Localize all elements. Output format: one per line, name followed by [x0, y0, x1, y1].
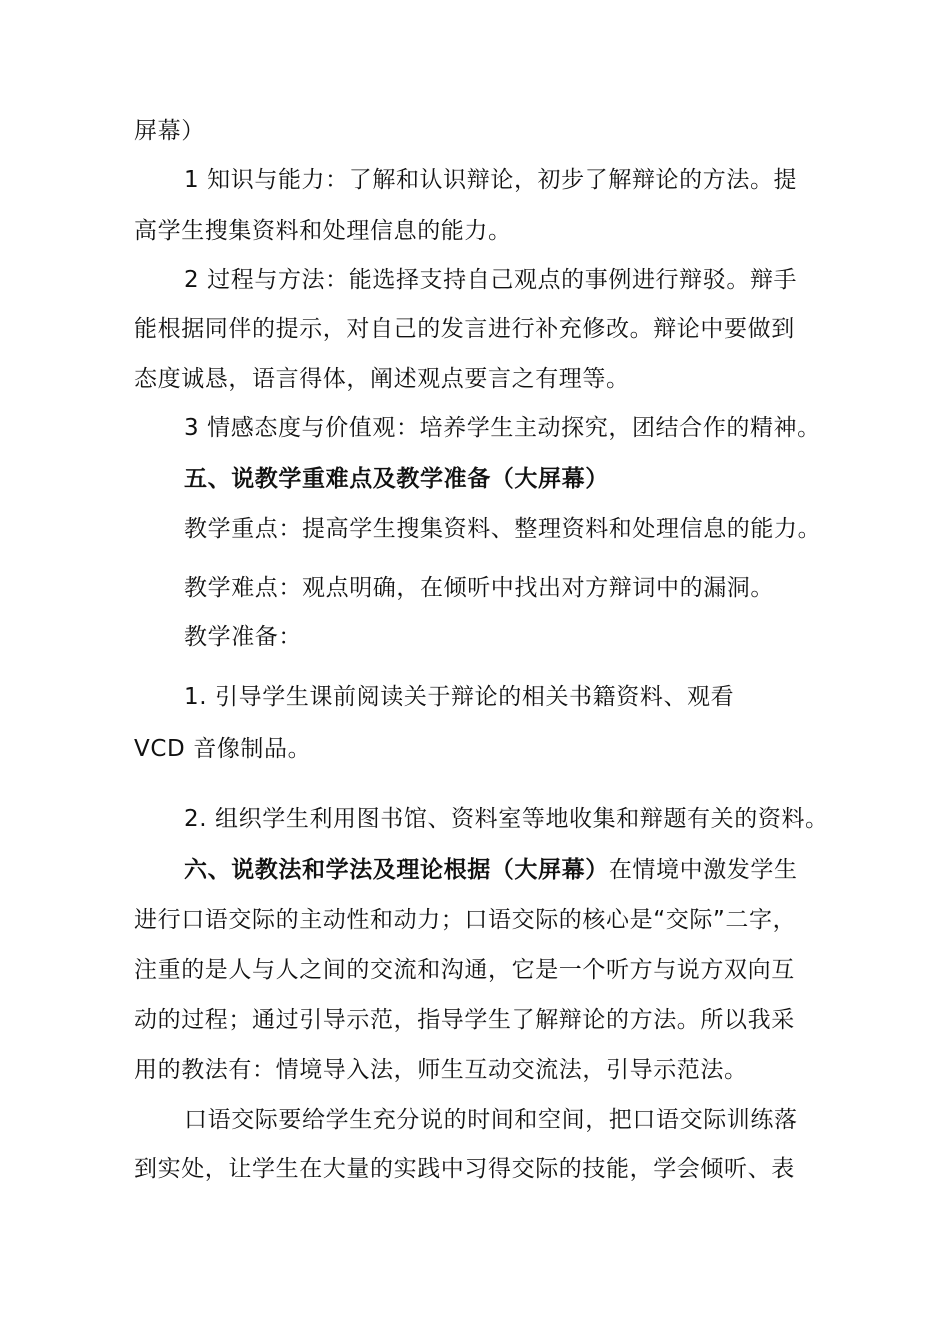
section-heading: 六、说教法和学法及理论根据（大屏幕）	[184, 857, 609, 883]
text-line: 教学难点：观点明确，在倾听中找出对方辩词中的漏洞。	[184, 575, 774, 601]
text-line: 教学重点：提高学生搜集资料、整理资料和处理信息的能力。	[184, 516, 822, 542]
text-line: 屏幕）	[134, 118, 205, 144]
text-line: 能根据同伴的提示，对自己的发言进行补充修改。辩论中要做到	[134, 316, 795, 342]
text-line: 教学准备：	[184, 624, 302, 650]
text-line: 1 知识与能力：了解和认识辩论，初步了解辩论的方法。提	[184, 167, 798, 193]
section-heading-line	[184, 855, 798, 885]
text-line: 2 过程与方法：能选择支持自己观点的事例进行辩驳。辩手	[184, 267, 798, 293]
text-line: 高学生搜集资料和处理信息的能力。	[134, 218, 512, 244]
section-heading: 五、说教学重难点及教学准备（大屏幕）	[184, 466, 609, 492]
text-line: 态度诚恳，语言得体，阐述观点要言之有理等。	[134, 366, 630, 392]
paragraph-text: 在情境中激发学生	[608, 857, 798, 883]
list-item: 1. 引导学生课前阅读关于辩论的相关书籍资料、观看	[184, 684, 735, 710]
text-line: 口语交际要给学生充分说的时间和空间，把口语交际训练落	[184, 1107, 798, 1133]
text-line: 进行口语交际的主动性和动力；口语交际的核心是“交际”二字，	[134, 907, 797, 933]
text-line: 注重的是人与人之间的交流和沟通，它是一个听方与说方双向互	[134, 957, 795, 983]
list-item: 2. 组织学生利用图书馆、资料室等地收集和辩题有关的资料。	[184, 806, 829, 832]
list-item-continuation: VCD 音像制品。	[134, 736, 312, 762]
text-line: 动的过程；通过引导示范，指导学生了解辩论的方法。所以我采	[134, 1007, 795, 1033]
text-line: 到实处，让学生在大量的实践中习得交际的技能，学会倾听、表	[134, 1156, 795, 1182]
text-line: 3 情感态度与价值观：培养学生主动探究，团结合作的精神。	[184, 415, 821, 441]
text-line: 用的教法有：情境导入法，师生互动交流法，引导示范法。	[134, 1057, 748, 1083]
